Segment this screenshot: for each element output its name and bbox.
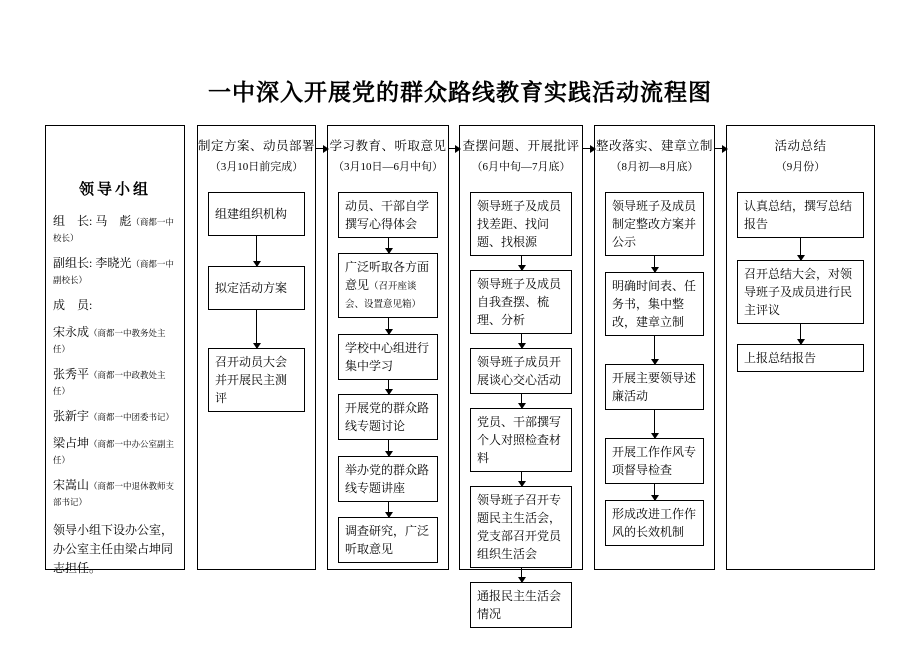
members-label: 成 员: — [53, 298, 93, 313]
flow-step-text: 广泛听取各方面意见 — [345, 260, 430, 292]
down-arrow — [521, 394, 522, 408]
member-row — [53, 436, 178, 467]
column-subtitle: （8月初—8月底） — [610, 161, 699, 173]
column-subtitle: （9月份） — [775, 161, 826, 173]
down-arrow — [256, 236, 257, 266]
flow-step-box: 组建组织机构 — [208, 192, 305, 236]
flow-step-box: 领导班子及成员制定整改方案并公示 — [605, 192, 704, 256]
column-title: 制定方案、动员部署 — [198, 139, 316, 153]
down-arrow — [654, 336, 655, 364]
column-subtitle: （3月10日—6月中旬） — [332, 161, 443, 173]
flow-step-box: 明确时间表、任务书，集中整改，建章立制 — [605, 272, 704, 336]
down-arrow — [256, 310, 257, 348]
flow-step-box: 调查研究，广泛听取意见 — [338, 517, 438, 563]
right-arrow — [316, 148, 327, 149]
leader-note: （商都一中校长） — [53, 217, 174, 243]
flow-step-box: 开展主要领导述廉活动 — [605, 364, 704, 410]
flow-step-box: 形成改进工作作风的长效机制 — [605, 500, 704, 546]
down-arrow — [521, 256, 522, 270]
column-subtitle: （3月10日前完成） — [209, 161, 304, 173]
down-arrow — [388, 440, 389, 456]
down-arrow — [800, 324, 801, 344]
flow-step-box: 开展工作作风专项督导检查 — [605, 438, 704, 484]
flow-step-box: 通报民主生活会情况 — [470, 582, 572, 628]
member-name: 张秀平 — [53, 367, 90, 382]
stage-column-inspect — [459, 125, 583, 621]
flow-step-box: 领导班子成员开展谈心交心活动 — [470, 348, 572, 394]
column-title: 查摆问题、开展批评 — [462, 139, 580, 153]
leader-row — [53, 256, 178, 287]
member-note: （商都一中团委书记） — [89, 412, 175, 423]
right-arrow — [715, 148, 726, 149]
down-arrow — [388, 238, 389, 253]
flow-step-box: 党员、干部撰写个人对照检查材料 — [470, 408, 572, 472]
down-arrow — [388, 318, 389, 334]
column-header — [198, 126, 315, 192]
leadership-heading: 领导小组 — [78, 182, 151, 198]
down-arrow — [521, 568, 522, 582]
leader-note: （商都一中副校长） — [53, 259, 174, 285]
member-row — [53, 325, 178, 356]
flow-step-box: 领导班子召开专题民主生活会，党支部召开党员组织生活会 — [470, 486, 572, 568]
column-subtitle: （6月中旬—7月底） — [471, 161, 571, 173]
leader-role: 副组长: — [53, 256, 93, 271]
flow-step-box: 领导班子及成员找差距、找问题、找根源 — [470, 192, 572, 256]
down-arrow — [521, 472, 522, 486]
member-row — [53, 409, 178, 425]
down-arrow — [521, 334, 522, 348]
stage-column-study — [327, 125, 449, 570]
flow-step-box: 召开总结大会，对领导班子及成员进行民主评议 — [737, 260, 864, 324]
column-header — [329, 126, 446, 192]
column-header — [596, 126, 713, 192]
member-note: （商都一中政教处主任） — [53, 370, 166, 396]
member-name: 张新宇 — [53, 409, 90, 424]
leader-role: 组 长: — [53, 214, 93, 228]
flow-step-box: 上报总结报告 — [737, 344, 864, 372]
member-name: 宋嵩山 — [53, 478, 90, 493]
flow-step-note: （召开座谈会、设置意见箱） — [345, 282, 422, 311]
flow-step-box: 开展党的群众路线专题讨论 — [338, 394, 438, 440]
member-row — [53, 478, 178, 509]
leadership-body — [46, 199, 184, 577]
leadership-panel — [45, 125, 185, 575]
leader-row — [53, 214, 178, 245]
flow-step-box: 学校中心组进行集中学习 — [338, 334, 438, 380]
right-arrow — [449, 148, 459, 149]
leadership-footnote: 领导小组下设办公室，办公室主任由梁占坤同志担任。 — [53, 523, 174, 575]
member-note: （商都一中退休教师支部书记） — [53, 481, 175, 507]
down-arrow — [388, 502, 389, 517]
flow-step-box: 举办党的群众路线专题讲座 — [338, 456, 438, 502]
flow-step-box — [338, 253, 438, 318]
column-header — [462, 126, 579, 192]
column-title: 整改落实、建章立制 — [595, 139, 713, 153]
column-title: 学习教育、听取意见 — [329, 139, 447, 153]
right-arrow — [583, 148, 594, 149]
leader-name: 李晓光 — [95, 256, 132, 271]
stage-column-plan — [197, 125, 316, 570]
down-arrow — [654, 410, 655, 438]
flow-step-box: 认真总结，撰写总结报告 — [737, 192, 864, 238]
down-arrow — [654, 256, 655, 272]
stage-column-summary — [726, 125, 875, 570]
stage-column-rectify — [594, 125, 715, 570]
down-arrow — [800, 238, 801, 260]
flow-step-box: 召开动员大会并开展民主测评 — [208, 348, 305, 412]
leader-name: 马 彪 — [95, 214, 132, 228]
page-title: 一中深入开展党的群众路线教育实践活动流程图 — [208, 80, 712, 105]
member-note: （商都一中教务处主任） — [53, 327, 166, 354]
member-name: 宋永成 — [53, 324, 90, 339]
flow-step-box: 领导班子及成员自我查摆、梳理、分析 — [470, 270, 572, 334]
flow-step-box: 动员、干部自学撰写心得体会 — [338, 192, 438, 238]
down-arrow — [388, 380, 389, 394]
flow-step-box: 拟定活动方案 — [208, 266, 305, 310]
down-arrow — [654, 484, 655, 500]
column-title: 活动总结 — [774, 139, 827, 153]
member-row — [53, 367, 178, 398]
member-name: 梁占坤 — [53, 435, 90, 450]
member-note: （商都一中办公室副主任） — [53, 438, 175, 465]
column-header — [774, 126, 826, 192]
